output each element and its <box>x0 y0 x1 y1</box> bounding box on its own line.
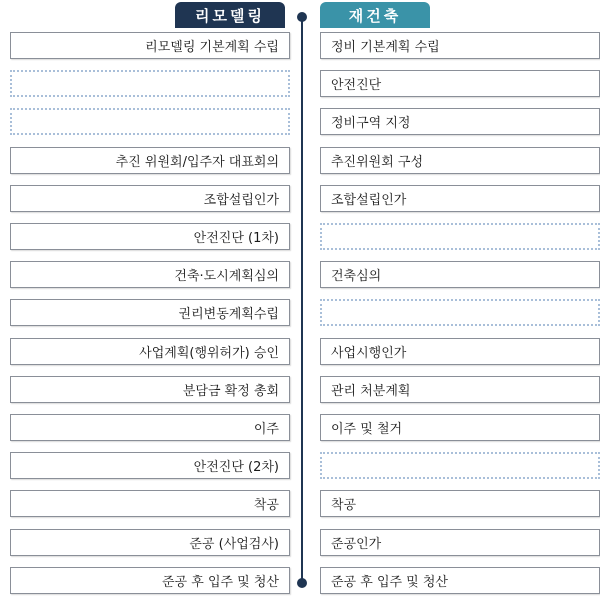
reconstruction-step-2: 안전진단 <box>320 70 600 97</box>
remodeling-step-6: 안전진단 (1차) <box>10 223 290 250</box>
timeline-end-dot <box>297 578 307 588</box>
reconstruction-step-6 <box>320 223 600 250</box>
remodeling-step-4: 추진 위원회/입주자 대표회의 <box>10 147 290 174</box>
reconstruction-header: 재건축 <box>320 2 430 28</box>
remodeling-step-2 <box>10 70 290 97</box>
remodeling-header: 리모델링 <box>175 2 285 28</box>
reconstruction-step-12 <box>320 452 600 479</box>
remodeling-step-15: 준공 후 입주 및 청산 <box>10 567 290 594</box>
reconstruction-step-15: 준공 후 입주 및 청산 <box>320 567 600 594</box>
remodeling-step-11: 이주 <box>10 414 290 441</box>
reconstruction-step-4: 추진위원회 구성 <box>320 147 600 174</box>
remodeling-step-9: 사업계획(행위허가) 승인 <box>10 338 290 365</box>
reconstruction-step-10: 관리 처분계획 <box>320 376 600 403</box>
reconstruction-step-11: 이주 및 철거 <box>320 414 600 441</box>
remodeling-step-14: 준공 (사업검사) <box>10 529 290 556</box>
timeline-start-dot <box>297 12 307 22</box>
reconstruction-step-3: 정비구역 지정 <box>320 108 600 135</box>
remodeling-step-8: 권리변동계획수립 <box>10 299 290 326</box>
remodeling-step-13: 착공 <box>10 490 290 517</box>
remodeling-step-5: 조합설립인가 <box>10 185 290 212</box>
reconstruction-step-7: 건축심의 <box>320 261 600 288</box>
reconstruction-step-13: 착공 <box>320 490 600 517</box>
remodeling-step-7: 건축·도시계획심의 <box>10 261 290 288</box>
reconstruction-step-1: 정비 기본계획 수립 <box>320 32 600 59</box>
remodeling-step-10: 분담금 확정 총회 <box>10 376 290 403</box>
remodeling-step-12: 안전진단 (2차) <box>10 452 290 479</box>
remodeling-step-3 <box>10 108 290 135</box>
remodeling-step-1: 리모델링 기본계획 수립 <box>10 32 290 59</box>
timeline-spine <box>301 16 303 584</box>
reconstruction-step-14: 준공인가 <box>320 529 600 556</box>
reconstruction-step-8 <box>320 299 600 326</box>
reconstruction-step-5: 조합설립인가 <box>320 185 600 212</box>
reconstruction-step-9: 사업시행인가 <box>320 338 600 365</box>
